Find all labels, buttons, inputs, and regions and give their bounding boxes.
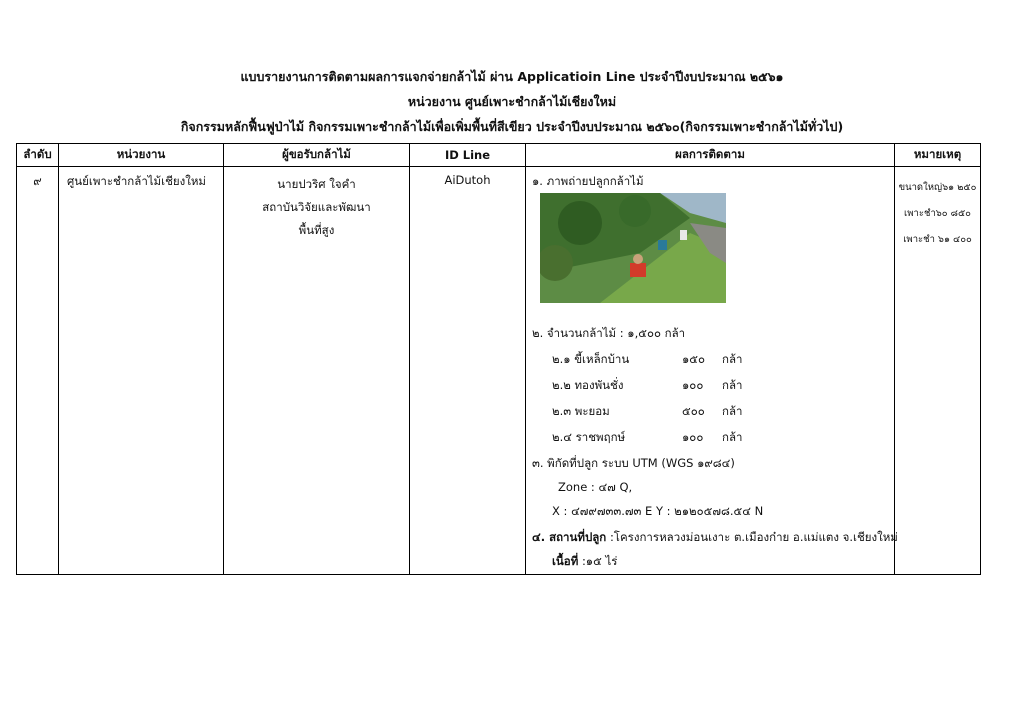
species-name-4: ๒.๔ ราชพฤกษ์ bbox=[552, 430, 626, 444]
utm-xy: X : ๔๗๙๗๓๓.๗๓ E Y : ๒๑๒๐๕๗๘.๕๔ N bbox=[552, 504, 764, 518]
species-qty-1: ๑๕๐ bbox=[682, 352, 706, 366]
cell-result bbox=[526, 167, 898, 575]
table-header-row bbox=[17, 144, 981, 167]
area-value: :๑๕ ไร่ bbox=[581, 554, 618, 568]
coord-heading: ๓. พิกัดที่ปลูก ระบบ UTM (WGS ๑๙๘๔) bbox=[532, 456, 735, 470]
report-unit-title: หน่วยงาน ศูนย์เพาะชำกล้าไม้เชียงใหม่ bbox=[407, 94, 617, 109]
receiver-name: นายปวริศ ใจคำ bbox=[277, 177, 356, 191]
species-qty-4: ๑๐๐ bbox=[682, 430, 704, 444]
receiver-org-2: พื้นที่สูง bbox=[298, 223, 335, 237]
note-1: ขนาดใหญ่๖๑ ๒๕๐ bbox=[898, 182, 977, 193]
species-qty-3: ๕๐๐ bbox=[682, 404, 705, 418]
photo-heading: ๑. ภาพถ่ายปลูกกล้าไม้ bbox=[532, 174, 644, 188]
report-activity-title: กิจกรรมหลักฟื้นฟูป่าไม้ กิจกรรมเพาะชำกล้าไม้เพื่อเพิ่มพื้นที่สีเขียว ประจำปีงบประมาณ ๒๕๖๐(กิจกรรมเพาะชำกล้าไม้ทั่วไป) bbox=[180, 119, 844, 134]
place-line bbox=[532, 529, 898, 547]
note-2: เพาะชำ๖๐ ๘๕๐ bbox=[904, 208, 971, 219]
header-note: หมายเหตุ bbox=[895, 144, 981, 167]
area-label: เนื้อที่ bbox=[552, 554, 579, 568]
species-unit-3: กล้า bbox=[722, 404, 743, 418]
report-table bbox=[16, 143, 981, 575]
cell-no: ๙ bbox=[17, 167, 59, 575]
cell-receiver bbox=[224, 167, 410, 575]
cell-unit: ศูนย์เพาะชำกล้าไม้เชียงใหม่ bbox=[59, 167, 224, 575]
cell-note bbox=[895, 167, 981, 575]
species-unit-1: กล้า bbox=[722, 352, 743, 366]
header-no: ลำดับ bbox=[17, 144, 59, 167]
seedlings-total: ๒. จำนวนกล้าไม้ : ๑,๕๐๐ กล้า bbox=[532, 326, 686, 340]
species-name-2: ๒.๒ ทองพันชั่ง bbox=[552, 378, 624, 392]
header-result: ผลการติดตาม bbox=[526, 144, 895, 167]
receiver-org: สถาบันวิจัยและพัฒนา bbox=[262, 200, 371, 214]
report-title: แบบรายงานการติดตามผลการแจกจ่ายกล้าไม้ ผ่าน Applicatioin Line ประจำปีงบประมาณ ๒๕๖๑ bbox=[240, 69, 784, 84]
header-line-id: ID Line bbox=[410, 144, 526, 167]
header-receiver: ผู้ขอรับกล้าไม้ bbox=[224, 144, 410, 167]
note-3: เพาะชำ ๖๑ ๔๐๐ bbox=[903, 234, 972, 245]
species-unit-2: กล้า bbox=[722, 378, 743, 392]
cell-line-id: AiDutoh bbox=[410, 167, 526, 575]
utm-zone: Zone : ๔๗ Q, bbox=[558, 480, 633, 494]
species-unit-4: กล้า bbox=[722, 430, 743, 444]
report-titles bbox=[0, 68, 1024, 143]
species-name-1: ๒.๑ ขี้เหล็กบ้าน bbox=[552, 352, 630, 366]
place-label: ๔. สถานที่ปลูก bbox=[532, 530, 607, 544]
header-unit: หน่วยงาน bbox=[59, 144, 224, 167]
table-row bbox=[17, 167, 981, 575]
species-name-3: ๒.๓ พะยอม bbox=[552, 404, 610, 418]
planting-photo bbox=[540, 193, 726, 303]
area-line bbox=[552, 553, 617, 571]
species-qty-2: ๑๐๐ bbox=[682, 378, 704, 392]
place-value: :โครงการหลวงม่อนเงาะ ต.เมืองก๋าย อ.แม่แตง จ.เชียงใหม่ bbox=[609, 530, 898, 544]
